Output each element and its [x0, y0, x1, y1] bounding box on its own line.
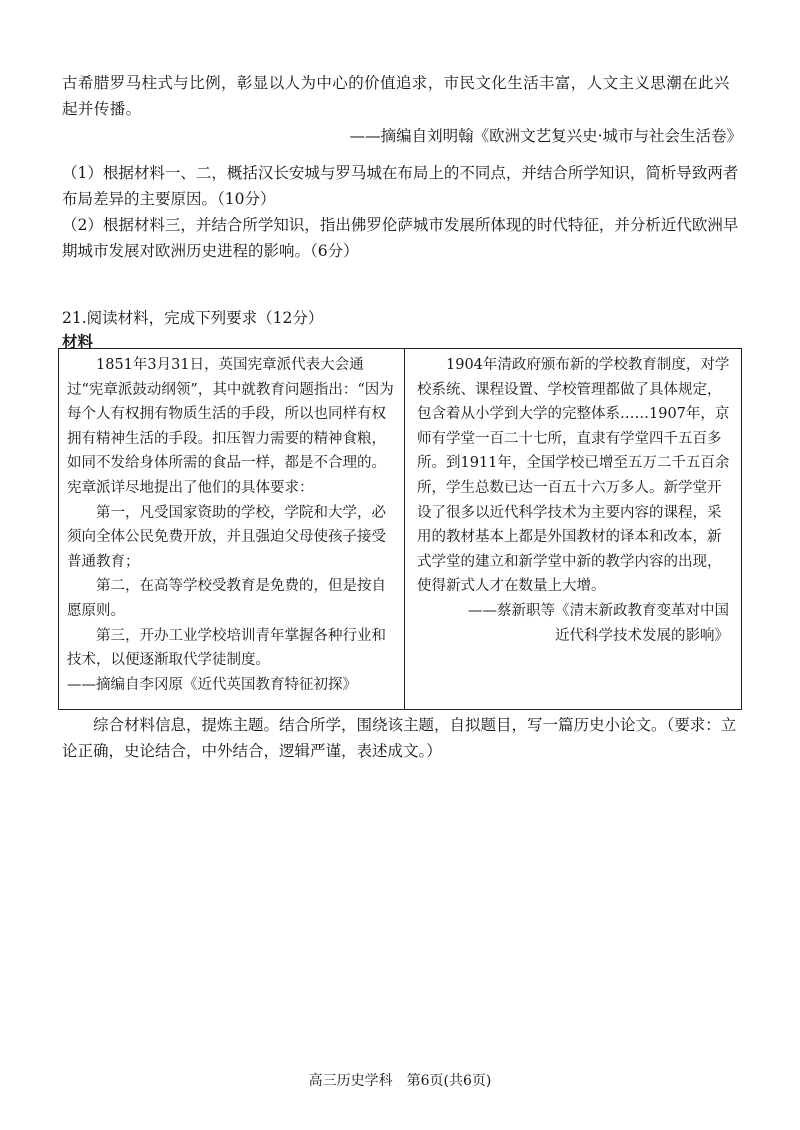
left-paragraph-3: 第二，在高等学校受教育是免费的，但是按自愿原则。	[67, 578, 386, 619]
question-20	[62, 160, 742, 264]
task-text: 综合材料信息，提炼主题。结合所学，围绕该主题，自拟题目，写一篇历史小论文。（要求：立论正确，史论结合，中外结合，逻辑严谨，表述成文。）	[62, 716, 737, 760]
left-paragraph-1: 1851年3月31日，英国宪章派代表大会通过“宪章派鼓动纲领”，其中就教育问题指出：“因为每个人有权拥有物质生活的手段，所以也同样有权拥有精神生活的手段。扣压智力需要的精神食粮，如同不发给身体所需的食品一样，都是不合理的。宪章派详尽地提出了他们的具体要求：	[67, 357, 394, 496]
material-left-column	[59, 349, 405, 709]
left-source: ——摘编自李冈原《近代英国教育特征初探》	[67, 676, 357, 693]
passage-tail-text: 古希腊罗马柱式与比例，彰显以人为中心的价值追求，市民文化生活丰富，人文主义思潮在此兴起并传播。	[62, 74, 730, 118]
passage-source: ——摘编自刘明翰《欧洲文艺复兴史·城市与社会生活卷》	[349, 127, 742, 145]
right-source-line-2: 近代科学技术发展的影响》	[555, 627, 729, 644]
right-source-line-1: ——蔡新职等《清末新政教育变革对中国	[468, 602, 729, 619]
question-21-task	[62, 712, 742, 764]
left-paragraph-2: 第一，凡受国家资助的学校，学院和大学，必须向全体公民免费开放，并且强迫父母使孩子接受普通教育；	[67, 504, 386, 570]
material-right-column	[405, 349, 741, 709]
question-20-part-2: （2）根据材料三，并结合所学知识，指出佛罗伦萨城市发展所体现的时代特征，并分析近代欧洲早期城市发展对欧洲历史进程的影响。（6分）	[62, 216, 739, 260]
material-table	[58, 348, 742, 710]
right-paragraph-1: 1904年清政府颁布新的学校教育制度，对学校系统、课程设置、学校管理都做了具体规定，包含着从小学到大学的完整体系……1907年，京师有学堂一百二十七所，直隶有学堂四千五百多所。到1911年，全国学校已增至五万二千五百余所，学生总数已达一百五十六万多人。新学堂开设了很多以近代科学技术为主要内容的课程，采用的教材基本上都是外国教材的译本和改本，新式学堂的建立和新学堂中新的教学内容的出现，使得新式人才在数量上大增。	[417, 357, 730, 595]
question-21-stem: 21.阅读材料，完成下列要求（12分）	[62, 309, 324, 327]
question-20-part-1: （1）根据材料一、二，概括汉长安城与罗马城在布局上的不同点，并结合所学知识，简析导致两者布局差异的主要原因。（10分）	[62, 164, 739, 208]
page-footer: 高三历史学科 第6页(共6页)	[308, 1073, 492, 1089]
left-paragraph-4: 第三，开办工业学校培训青年掌握各种行业和技术，以便逐渐取代学徒制度。	[67, 627, 386, 669]
material-label: 材料	[62, 332, 94, 351]
